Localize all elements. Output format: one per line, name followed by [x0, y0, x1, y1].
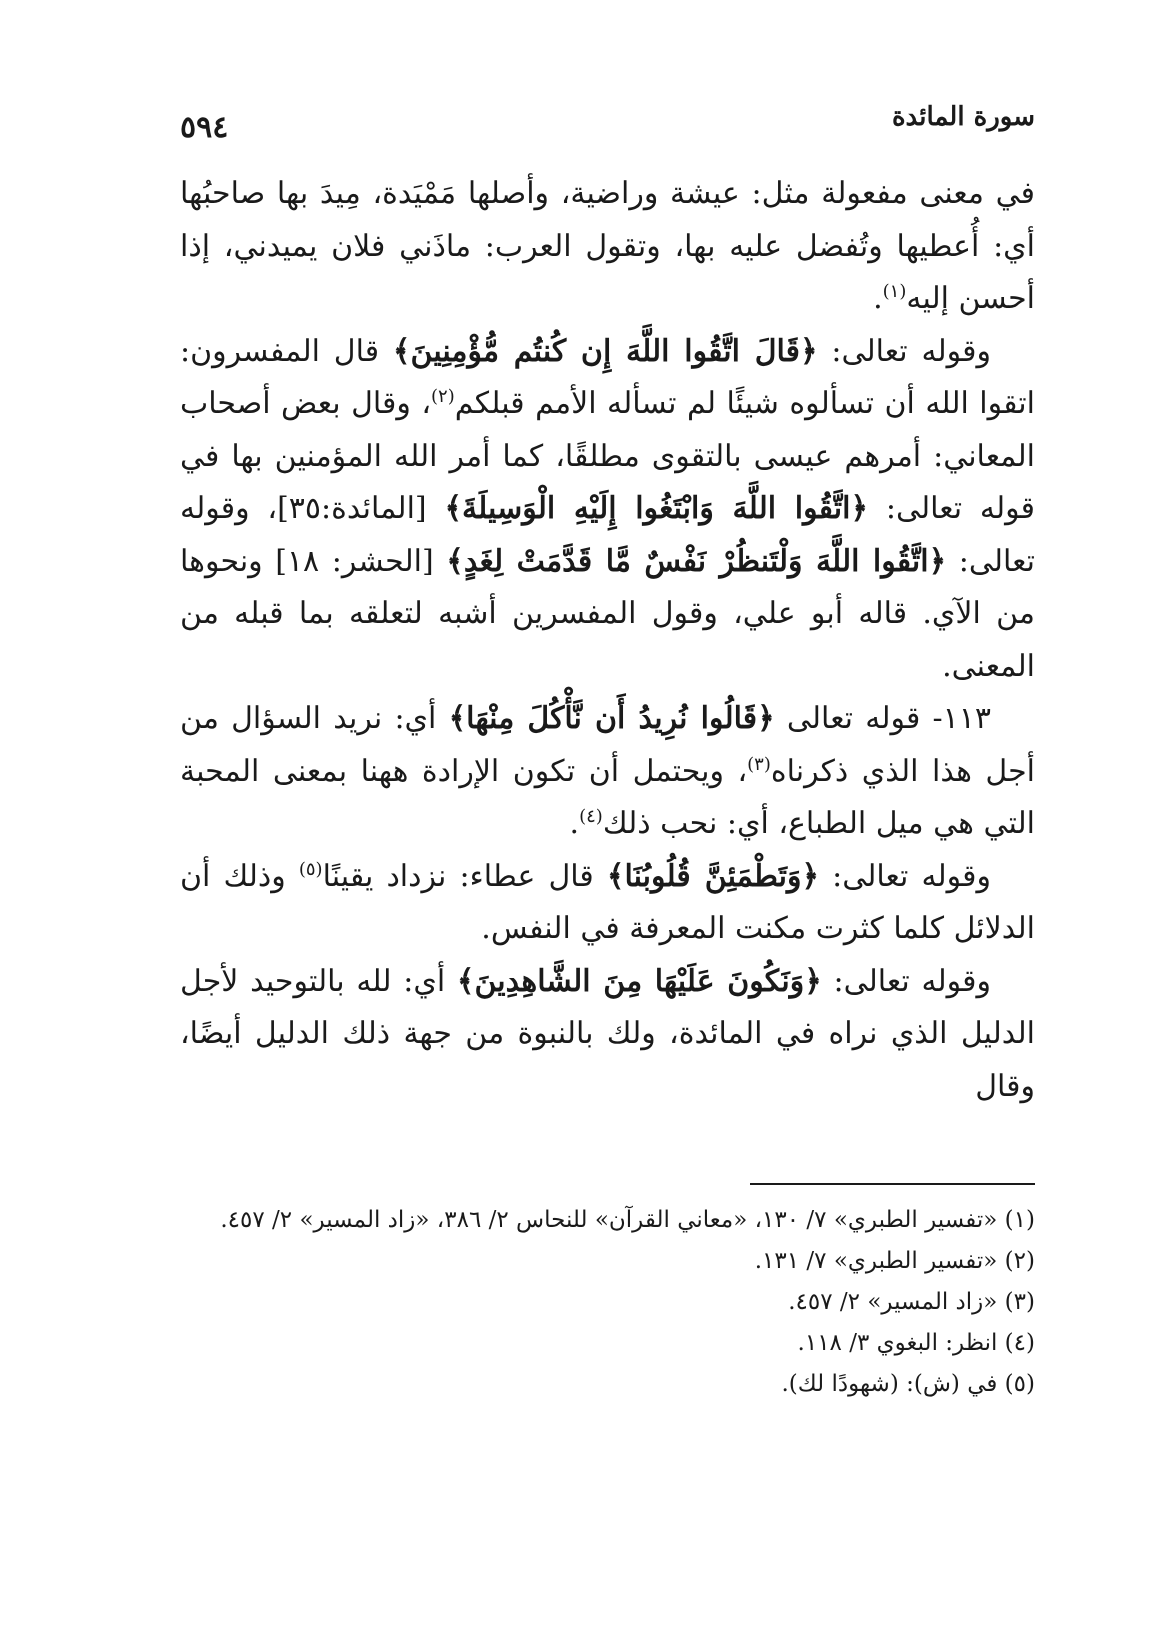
footnotes	[180, 1200, 1035, 1405]
paragraph-5	[180, 956, 1035, 1114]
footnote-3: (٣) «زاد المسير» ٢/ ٤٥٧.	[788, 1289, 1035, 1315]
text-segment: في معنى مفعولة مثل: عيشة وراضية، وأصلها مَمْيَدة، مِيدَ بها صاحبُها أي: أُعطيها وتُفضل عليه بها، وتقول العرب: ماذَني فلان يميدني، إذا أحسن إليه	[180, 176, 1035, 316]
footnote-1: (١) «تفسير الطبري» ٧/ ١٣٠، «معاني القرآن» للنحاس ٢/ ٣٨٦، «زاد المسير» ٢/ ٤٥٧.	[220, 1207, 1035, 1233]
paragraph-1	[180, 168, 1035, 326]
text-segment: أي: لله بالتوحيد لأجل الدليل الذي نراه في المائدة، ولك بالنبوة من جهة ذلك الدليل أيضًا، وقال	[180, 963, 1035, 1104]
footnote-separator	[750, 1183, 1035, 1185]
quran-verse: ﴿وَتَطْمَئِنَّ قُلُوبُنَا﴾	[606, 858, 820, 894]
text-segment: ١١٣- قوله تعالى	[774, 701, 992, 736]
text-segment: وقوله تعالى:	[821, 963, 991, 999]
text-segment: ، ويحتمل أن تكون الإرادة ههنا بمعنى المحبة التي هي ميل الطباع، أي: نحب ذلك	[180, 753, 1035, 841]
paragraph-3	[180, 693, 1035, 851]
footnote-4: (٤) انظر: البغوي ٣/ ١١٨.	[797, 1330, 1035, 1356]
page-number: ٥٩٤	[180, 110, 229, 145]
footnote-ref-1: (١)	[882, 281, 907, 302]
footnote-2: (٢) «تفسير الطبري» ٧/ ١٣١.	[754, 1248, 1035, 1274]
running-title: سورة المائدة	[891, 102, 1035, 132]
text-segment: أي: نريد السؤال من أجل هذا الذي ذكرناه	[180, 701, 1036, 789]
page-header	[180, 100, 1035, 150]
main-text	[180, 168, 1035, 1113]
paragraph-2	[180, 326, 1035, 694]
text-segment: وقوله تعالى:	[817, 333, 992, 369]
quran-verse: ﴿قَالُوا نُرِيدُ أَن نَّأْكُلَ مِنْهَا﴾	[448, 701, 775, 736]
text-segment: .	[569, 806, 580, 841]
text-segment: [الحشر: ١٨] ونحوها من الآي. قاله أبو علي، وقول المفسرين أشبه لتعلقه بما قبله من المعنى.	[180, 543, 1035, 684]
quran-verse: ﴿اتَّقُوا اللَّهَ وَابْتَغُوا إِلَيْهِ الْوَسِيلَةَ﴾	[444, 491, 869, 526]
quran-verse: ﴿اتَّقُوا اللَّهَ وَلْتَنظُرْ نَفْسٌ مَّا قَدَّمَتْ لِغَدٍ﴾	[446, 543, 947, 579]
text-segment: .	[873, 281, 883, 316]
quran-verse: ﴿وَنَكُونَ عَلَيْهَا مِنَ الشَّاهِدِينَ﴾	[456, 963, 822, 999]
footnote-5: (٥) في (ش): (شهودًا لك).	[781, 1371, 1035, 1397]
footnote-ref-2: (٢)	[431, 386, 455, 407]
footnote-ref-5: (٥)	[298, 858, 323, 880]
text-segment: وذلك أن الدلائل كلما كثرت مكنت المعرفة في النفس.	[180, 858, 1035, 946]
footnote-ref-3: (٣)	[747, 753, 771, 775]
text-segment: [المائدة:٣٥]، وقوله تعالى:	[180, 491, 1035, 579]
text-segment: وقوله تعالى:	[819, 858, 992, 894]
quran-verse: ﴿قَالَ اتَّقُوا اللَّهَ إِن كُنتُم مُّؤْمِنِينَ﴾	[392, 333, 818, 369]
text-segment: ، وقال بعض أصحاب المعاني: أمرهم عيسى بالتقوى مطلقًا، كما أمر الله المؤمنين بها في قوله تعالى:	[180, 386, 1035, 526]
footnote-ref-4: (٤)	[579, 806, 603, 827]
paragraph-4	[180, 851, 1035, 956]
text-segment: قال عطاء: نزداد يقينًا	[322, 858, 607, 894]
text-segment: قال المفسرون: اتقوا الله أن تسألوه شيئًا لم تسأله الأمم قبلكم	[180, 333, 1035, 421]
